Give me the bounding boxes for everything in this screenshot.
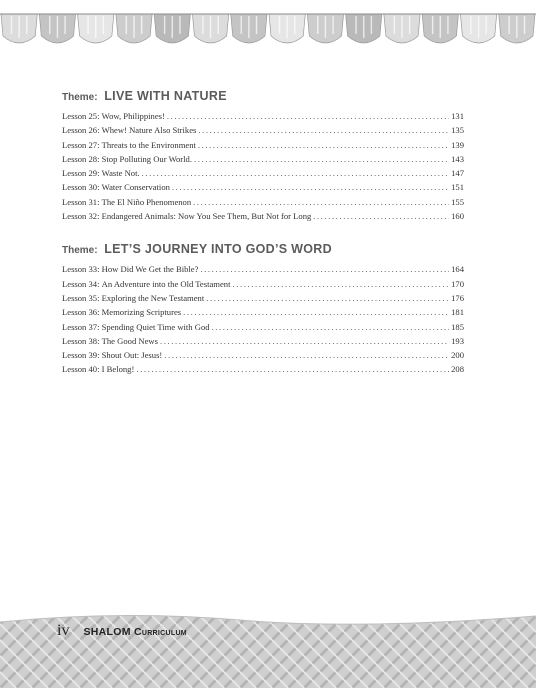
toc-entry xyxy=(62,138,464,152)
lesson-number: Lesson 28: xyxy=(62,153,100,164)
page-number: 139 xyxy=(451,139,464,150)
toc-entry xyxy=(62,277,464,291)
woven-footer-band xyxy=(0,600,536,688)
page-number: iv xyxy=(57,622,70,639)
dot-leader xyxy=(232,277,449,291)
lesson-number: Lesson 39: xyxy=(62,350,100,361)
table-of-contents xyxy=(62,84,464,377)
toc-entry xyxy=(62,180,464,194)
lesson-number: Lesson 29: xyxy=(62,168,100,179)
page-number: 155 xyxy=(451,196,464,207)
lesson-number: Lesson 26: xyxy=(62,125,100,136)
page-number: 200 xyxy=(451,350,464,361)
lesson-title: Whew! Nature Also Strikes xyxy=(101,125,197,136)
toc-entry xyxy=(62,152,464,166)
lesson-number: Lesson 32: xyxy=(62,211,100,222)
lesson-title: Exploring the New Testament xyxy=(101,292,205,303)
page-number: 185 xyxy=(451,321,464,332)
dot-leader xyxy=(206,291,449,305)
dot-leader xyxy=(313,209,449,223)
lesson-title: I Belong! xyxy=(101,364,135,375)
page-number: 170 xyxy=(451,278,464,289)
toc-entry xyxy=(62,195,464,209)
lesson-number: Lesson 38: xyxy=(62,335,100,346)
curriculum-word: Curriculum xyxy=(133,626,187,638)
lesson-title: Water Conservation xyxy=(101,182,170,193)
lesson-title: An Adventure into the Old Testament xyxy=(101,278,231,289)
page-number: 147 xyxy=(451,168,464,179)
page-number: 181 xyxy=(451,307,464,318)
page-number: 160 xyxy=(451,211,464,222)
dot-leader xyxy=(167,109,449,123)
toc-section-journey-into-gods-word xyxy=(62,237,464,376)
bunting-banner xyxy=(0,0,536,60)
dot-leader xyxy=(200,262,449,276)
lesson-title: Waste Not. xyxy=(101,168,140,179)
dot-leader xyxy=(142,166,449,180)
toc-entry xyxy=(62,166,464,180)
lesson-number: Lesson 35: xyxy=(62,292,100,303)
lesson-title: Spending Quiet Time with God xyxy=(101,321,210,332)
lesson-title: The El Niño Phenomenon xyxy=(101,196,192,207)
lesson-number: Lesson 30: xyxy=(62,182,100,193)
page-number: 208 xyxy=(451,364,464,375)
lesson-title: Memorizing Scriptures xyxy=(101,307,182,318)
dot-leader xyxy=(160,334,449,348)
lesson-number: Lesson 37: xyxy=(62,321,100,332)
toc-entry xyxy=(62,320,464,334)
theme-heading xyxy=(62,84,464,107)
theme-heading xyxy=(62,237,464,260)
theme-label: Theme: xyxy=(62,92,98,103)
lesson-number: Lesson 36: xyxy=(62,307,100,318)
lesson-list xyxy=(62,262,464,376)
dot-leader xyxy=(172,180,449,194)
page-number: 176 xyxy=(451,292,464,303)
page-number: 131 xyxy=(451,111,464,121)
lesson-title: Threats to the Environment xyxy=(101,139,196,150)
dot-leader xyxy=(194,152,449,166)
lesson-number: Lesson 27: xyxy=(62,139,100,150)
lesson-number: Lesson 31: xyxy=(62,196,100,207)
lesson-title: Shout Out: Jesus! xyxy=(101,350,163,361)
toc-entry xyxy=(62,109,464,123)
dot-leader xyxy=(193,195,449,209)
dot-leader xyxy=(164,348,449,362)
lesson-number: Lesson 25: xyxy=(62,111,100,121)
curriculum-name: SHALOM xyxy=(83,626,131,638)
theme-name: LIVE WITH NATURE xyxy=(104,89,227,103)
lesson-number: Lesson 40: xyxy=(62,364,100,375)
curriculum-title xyxy=(83,626,186,638)
dot-leader xyxy=(198,123,449,137)
page-footer xyxy=(57,622,187,640)
toc-entry xyxy=(62,362,464,376)
lesson-title: Stop Polluting Our World. xyxy=(101,153,192,164)
page-number: 143 xyxy=(451,153,464,164)
toc-entry xyxy=(62,305,464,319)
dot-leader xyxy=(198,138,449,152)
toc-entry xyxy=(62,348,464,362)
toc-entry xyxy=(62,262,464,276)
page-number: 151 xyxy=(451,182,464,193)
page-number: 193 xyxy=(451,335,464,346)
toc-entry xyxy=(62,291,464,305)
dot-leader xyxy=(136,362,449,376)
toc-entry xyxy=(62,334,464,348)
dot-leader xyxy=(183,305,449,319)
toc-entry xyxy=(62,209,464,223)
toc-entry xyxy=(62,123,464,137)
lesson-list xyxy=(62,109,464,223)
page-number: 135 xyxy=(451,125,464,136)
lesson-title: How Did We Get the Bible? xyxy=(101,264,199,275)
toc-section-live-with-nature xyxy=(62,84,464,223)
lesson-number: Lesson 34: xyxy=(62,278,100,289)
lesson-title: Wow, Philippines! xyxy=(101,111,165,121)
lesson-number: Lesson 33: xyxy=(62,264,100,275)
dot-leader xyxy=(212,320,450,334)
lesson-title: Endangered Animals: Now You See Them, But Not for Long xyxy=(101,211,312,222)
theme-name: LET’S JOURNEY INTO GOD’S WORD xyxy=(104,242,332,257)
page-number: 164 xyxy=(451,264,464,275)
theme-label: Theme: xyxy=(62,245,98,257)
lesson-title: The Good News xyxy=(101,335,158,346)
